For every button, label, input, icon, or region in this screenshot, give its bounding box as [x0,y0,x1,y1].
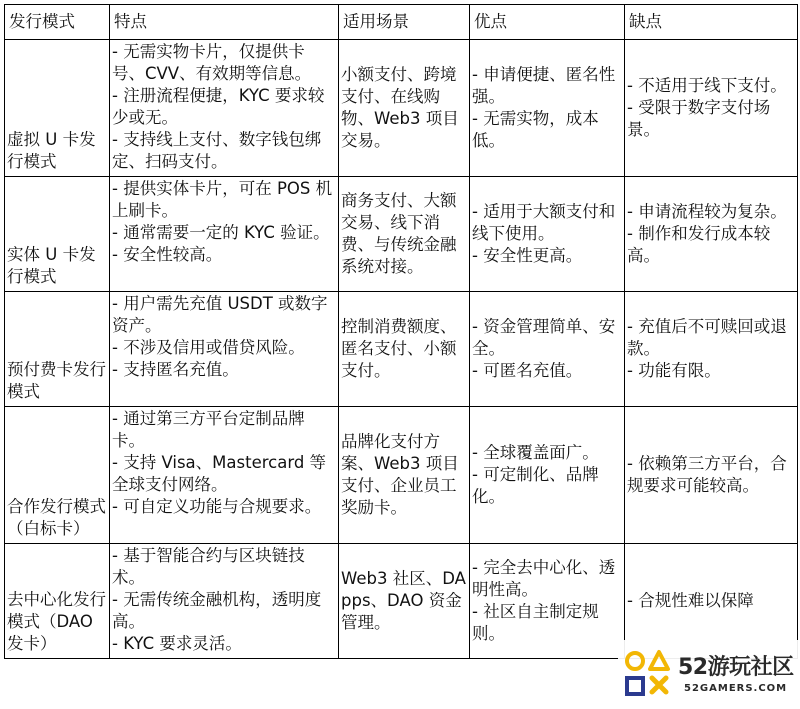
pro-item: - 安全性更高。 [472,246,583,265]
pros-cell [470,40,625,177]
features-cell [110,177,339,292]
comparison-table [4,4,798,659]
scenarios-cell: 控制消费额度、匿名支付、小额支付。 [339,292,470,407]
mode-cell: 去中心化发行模式（DAO 发卡） [5,544,110,659]
pro-item: - 可匿名充值。 [472,361,583,380]
header-mode: 发行模式 [5,5,110,40]
feature-item: - 支持匿名充值。 [112,360,239,379]
scenarios-cell: 商务支付、大额交易、线下消费、与传统金融系统对接。 [339,177,470,292]
feature-item: - 支持线上支付、数字钱包绑定、扫码支付。 [112,130,322,171]
feature-item: - KYC 要求灵活。 [112,634,242,653]
mode-cell: 合作发行模式（白标卡） [5,407,110,544]
pro-item: - 社区自主制定规则。 [472,602,599,643]
feature-item: - 不涉及信用或借贷风险。 [112,338,305,357]
con-item: - 申请流程较为复杂。 [627,202,787,221]
header-row [5,5,798,40]
cons-cell [625,292,798,407]
feature-item: - 用户需先充值 USDT 或数字资产。 [112,294,328,335]
header-cons: 缺点 [625,5,798,40]
feature-item: - 通常需要一定的 KYC 验证。 [112,223,330,242]
feature-item: - 提供实体卡片，可在 POS 机上刷卡。 [112,179,333,220]
pro-item: - 无需实物，成本低。 [472,109,599,150]
feature-item: - 可自定义功能与合规要求。 [112,497,322,516]
pros-cell [470,407,625,544]
con-item: - 依赖第三方平台，合规要求可能较高。 [627,454,787,495]
scenarios-cell: Web3 社区、DApps、DAO 资金管理。 [339,544,470,659]
mode-cell: 虚拟 U 卡发行模式 [5,40,110,177]
features-cell [110,407,339,544]
pro-item: - 可定制化、品牌化。 [472,465,599,506]
site-watermark [618,640,800,709]
pro-item: - 申请便捷、匿名性强。 [472,65,616,106]
watermark-title: 52游玩社区 [678,655,794,680]
header-scenarios: 适用场景 [339,5,470,40]
pro-item: - 完全去中心化、透明性高。 [472,558,616,599]
con-item: - 功能有限。 [627,361,721,380]
features-cell [110,292,339,407]
table-row [5,292,798,407]
con-item: - 不适用于线下支付。 [627,76,787,95]
table-row [5,407,798,544]
pros-cell [470,177,625,292]
feature-item: - 基于智能合约与区块链技术。 [112,546,305,587]
pros-cell [470,292,625,407]
pros-cell [470,544,625,659]
header-pros: 优点 [470,5,625,40]
feature-item: - 无需实物卡片，仅提供卡号、CVV、有效期等信息。 [112,42,312,83]
features-cell [110,40,339,177]
gamepad-logo-icon [622,648,672,698]
watermark-subtitle: 52GAMERS.COM [684,683,788,694]
con-item: - 制作和发行成本较高。 [627,224,771,265]
features-cell [110,544,339,659]
header-features: 特点 [110,5,339,40]
table-row [5,177,798,292]
con-item: - 合规性难以保障 [627,591,754,610]
table-row [5,40,798,177]
feature-item: - 无需传统金融机构，透明度高。 [112,590,322,631]
feature-item: - 通过第三方平台定制品牌卡。 [112,409,305,450]
cons-cell [625,177,798,292]
feature-item: - 支持 Visa、Mastercard 等全球支付网络。 [112,453,327,494]
pro-item: - 全球覆盖面广。 [472,443,599,462]
pro-item: - 资金管理简单、安全。 [472,317,616,358]
cons-cell [625,407,798,544]
pro-item: - 适用于大额支付和线下使用。 [472,202,616,243]
feature-item: - 安全性较高。 [112,245,223,264]
con-item: - 受限于数字支付场景。 [627,98,771,139]
feature-item: - 注册流程便捷，KYC 要求较少或无。 [112,86,325,127]
mode-cell: 预付费卡发行模式 [5,292,110,407]
con-item: - 充值后不可赎回或退款。 [627,317,787,358]
scenarios-cell: 品牌化支付方案、Web3 项目支付、企业员工奖励卡。 [339,407,470,544]
scenarios-cell: 小额支付、跨境支付、在线购物、Web3 项目交易。 [339,40,470,177]
mode-cell: 实体 U 卡发行模式 [5,177,110,292]
cons-cell [625,40,798,177]
